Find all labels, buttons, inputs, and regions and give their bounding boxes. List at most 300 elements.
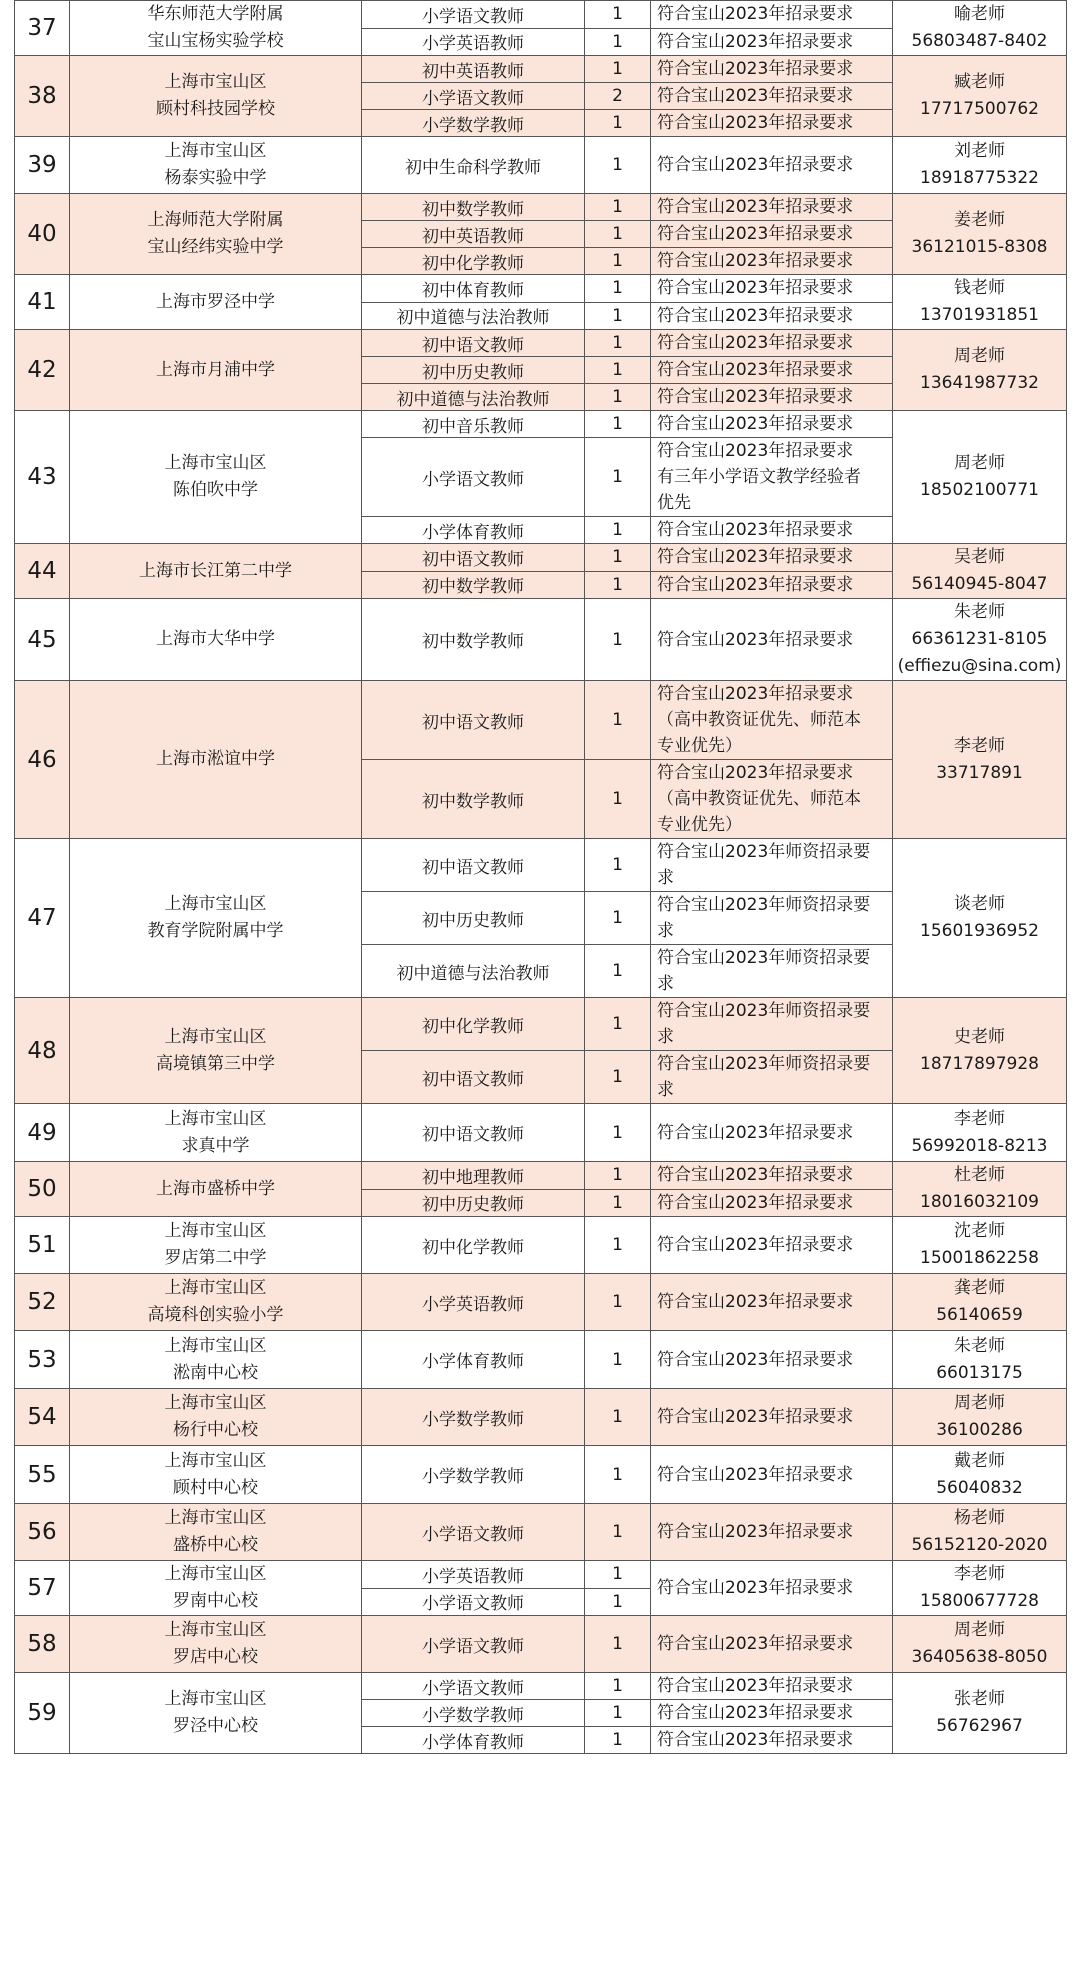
row-number: 53 <box>15 1331 70 1389</box>
contact <box>893 1504 1067 1561</box>
school-name-line: 上海市盛桥中学 <box>156 1178 275 1199</box>
requirement <box>651 83 893 110</box>
position-title: 初中数学教师 <box>362 571 585 599</box>
requirement-line: 符合宝山2023年招录要求 <box>657 333 854 353</box>
position-count: 1 <box>585 571 651 599</box>
requirement <box>651 1051 893 1104</box>
requirement <box>651 892 893 945</box>
contact <box>893 1331 1067 1389</box>
requirement-line: 符合宝山2023年招录要求 <box>657 414 854 434</box>
position-title: 小学体育教师 <box>362 1331 585 1389</box>
position-count: 1 <box>585 302 651 330</box>
requirement <box>651 1673 893 1700</box>
contact-line: 臧老师 <box>954 72 1005 92</box>
requirement-line: 求 <box>657 868 674 888</box>
position-title: 小学语文教师 <box>362 1 585 29</box>
requirement-line: 符合宝山2023年招录要求 <box>657 224 854 244</box>
table-row <box>15 1 1067 29</box>
requirement-line: 符合宝山2023年师资招录要 <box>657 1054 871 1074</box>
row-number: 55 <box>15 1446 70 1504</box>
school-name-line: 上海市宝山区 <box>164 1335 267 1356</box>
row-number: 43 <box>15 411 70 544</box>
requirement <box>651 945 893 998</box>
contact-line: 沈老师 <box>954 1221 1005 1241</box>
position-title: 初中历史教师 <box>362 1189 585 1217</box>
contact-line: 13641987732 <box>920 373 1039 393</box>
contact-line: 刘老师 <box>954 141 1005 161</box>
school-name-line: 顾村中心校 <box>173 1477 258 1498</box>
position-count: 1 <box>585 1274 651 1331</box>
table-row <box>15 998 1067 1051</box>
requirement <box>651 1616 893 1673</box>
position-count: 1 <box>585 275 651 303</box>
position-title: 初中数学教师 <box>362 194 585 221</box>
position-title: 初中道德与法治教师 <box>362 384 585 411</box>
school-name <box>70 1561 362 1616</box>
contact-line: 66013175 <box>936 1362 1023 1383</box>
requirement-line: 专业优先） <box>657 736 742 756</box>
position-count: 1 <box>585 330 651 357</box>
row-number: 38 <box>15 56 70 137</box>
position-count: 1 <box>585 1 651 29</box>
table-row <box>15 1446 1067 1504</box>
requirement-line: 符合宝山2023年招录要求 <box>657 4 854 25</box>
requirement-line: 符合宝山2023年招录要求 <box>657 387 854 407</box>
contact-line: 36405638-8050 <box>911 1647 1048 1667</box>
contact-line: 56140945-8047 <box>911 574 1048 594</box>
requirement-line: 符合宝山2023年招录要求 <box>657 360 854 380</box>
row-number: 45 <box>15 599 70 681</box>
table-row <box>15 1504 1067 1561</box>
requirement-line: （高中教资证优先、师范本 <box>657 789 861 809</box>
school-name-line: 上海市宝山区 <box>164 72 267 92</box>
contact-line: 龚老师 <box>954 1278 1005 1298</box>
table-row <box>15 1331 1067 1389</box>
requirement-line: 符合宝山2023年招录要求 <box>657 1192 854 1213</box>
position-count: 1 <box>585 137 651 194</box>
school-name-line: 上海市宝山区 <box>164 141 267 161</box>
contact-line: 喻老师 <box>954 4 1005 24</box>
row-number: 40 <box>15 194 70 275</box>
contact-line: 谈老师 <box>954 894 1005 914</box>
school-name <box>70 599 362 681</box>
position-title: 初中化学教师 <box>362 248 585 275</box>
requirement-line: 符合宝山2023年招录要求 <box>657 1703 854 1723</box>
position-title: 小学英语教师 <box>362 28 585 56</box>
position-title: 初中化学教师 <box>362 1217 585 1274</box>
school-name-line: 上海师范大学附属 <box>147 210 284 230</box>
position-count: 1 <box>585 1162 651 1190</box>
position-count: 1 <box>585 110 651 137</box>
position-title: 初中语文教师 <box>362 544 585 572</box>
requirement <box>651 330 893 357</box>
position-count: 1 <box>585 544 651 572</box>
contact <box>893 275 1067 330</box>
requirement <box>651 1446 893 1504</box>
table-row <box>15 411 1067 438</box>
school-name <box>70 1 362 56</box>
contact-line: 周老师 <box>954 1620 1005 1640</box>
school-name-line: 上海市宝山区 <box>164 1278 267 1298</box>
requirement <box>651 760 893 839</box>
requirement-line: 符合宝山2023年招录要求 <box>657 59 854 79</box>
contact-line: 56140659 <box>936 1305 1023 1325</box>
position-title: 小学体育教师 <box>362 1727 585 1754</box>
contact <box>893 137 1067 194</box>
position-title: 初中化学教师 <box>362 998 585 1051</box>
position-count: 1 <box>585 1051 651 1104</box>
position-title: 初中道德与法治教师 <box>362 945 585 998</box>
school-name-line: 上海市宝山区 <box>164 1689 267 1709</box>
contact <box>893 1 1067 56</box>
requirement <box>651 839 893 892</box>
contact <box>893 1389 1067 1446</box>
requirement-line: 符合宝山2023年招录要求 <box>657 86 854 106</box>
contact-line: 36121015-8308 <box>911 237 1048 257</box>
table-row <box>15 599 1067 681</box>
position-title: 小学语文教师 <box>362 83 585 110</box>
requirement-line: 符合宝山2023年招录要求 <box>657 547 854 568</box>
row-number: 37 <box>15 1 70 56</box>
school-name-line: 上海市宝山区 <box>164 1450 267 1471</box>
position-count: 1 <box>585 1700 651 1727</box>
school-name-line: 罗店中心校 <box>173 1647 258 1667</box>
requirement <box>651 28 893 56</box>
row-number: 46 <box>15 681 70 839</box>
contact <box>893 681 1067 839</box>
school-name-line: 上海市宝山区 <box>164 1508 267 1528</box>
school-name <box>70 681 362 839</box>
row-number: 42 <box>15 330 70 411</box>
requirement <box>651 1331 893 1389</box>
table-row <box>15 544 1067 572</box>
school-name-line: 顾村科技园学校 <box>156 99 275 119</box>
position-title: 初中数学教师 <box>362 760 585 839</box>
requirement-line: 符合宝山2023年师资招录要 <box>657 842 871 862</box>
contact <box>893 544 1067 599</box>
position-title: 初中数学教师 <box>362 599 585 681</box>
requirement-line: 专业优先） <box>657 815 742 835</box>
school-name-line: 上海市宝山区 <box>164 1108 267 1129</box>
contact-line: 杨老师 <box>954 1508 1005 1528</box>
contact-line: 史老师 <box>954 1026 1005 1047</box>
contact-line: 56040832 <box>936 1477 1023 1498</box>
row-number: 41 <box>15 275 70 330</box>
table-row <box>15 1616 1067 1673</box>
position-title: 初中英语教师 <box>362 221 585 248</box>
position-title: 初中历史教师 <box>362 357 585 384</box>
school-name <box>70 1446 362 1504</box>
table-row <box>15 330 1067 357</box>
school-name-line: 上海市宝山区 <box>164 453 267 473</box>
position-count: 1 <box>585 1561 651 1589</box>
position-title: 小学数学教师 <box>362 1389 585 1446</box>
position-title: 初中道德与法治教师 <box>362 302 585 330</box>
position-title: 小学语文教师 <box>362 1504 585 1561</box>
school-name-line: 上海市宝山区 <box>164 1393 267 1413</box>
contact-line: 张老师 <box>954 1689 1005 1709</box>
position-count: 1 <box>585 1727 651 1754</box>
position-count: 1 <box>585 384 651 411</box>
contact-line: 18016032109 <box>920 1192 1039 1212</box>
contact-line: 钱老师 <box>954 278 1005 298</box>
school-name-line: 上海市大华中学 <box>156 629 275 649</box>
school-name-line: 上海市宝山区 <box>164 1564 267 1584</box>
position-title: 小学语文教师 <box>362 438 585 517</box>
contact-line: 杜老师 <box>954 1165 1005 1185</box>
position-count: 1 <box>585 760 651 839</box>
requirement-line: 符合宝山2023年招录要求 <box>657 305 854 326</box>
requirement <box>651 1162 893 1190</box>
position-title: 初中体育教师 <box>362 275 585 303</box>
table-row <box>15 194 1067 221</box>
contact <box>893 599 1067 681</box>
school-name <box>70 275 362 330</box>
school-name-line: 淞南中心校 <box>173 1362 258 1383</box>
table-row <box>15 1104 1067 1162</box>
contact-line: 朱老师 <box>954 602 1005 622</box>
contact-line: 18918775322 <box>920 168 1039 188</box>
recruitment-table-page <box>14 0 1066 1754</box>
position-title: 小学数学教师 <box>362 110 585 137</box>
recruitment-table <box>14 0 1067 1754</box>
position-title: 小学体育教师 <box>362 517 585 544</box>
requirement <box>651 1 893 29</box>
requirement-line: 符合宝山2023年招录要求 <box>657 31 854 52</box>
position-count: 1 <box>585 1217 651 1274</box>
contact-line: 17717500762 <box>920 99 1039 119</box>
requirement-line: 符合宝山2023年招录要求 <box>657 1165 854 1186</box>
requirement <box>651 194 893 221</box>
school-name <box>70 411 362 544</box>
contact-line: 姜老师 <box>954 210 1005 230</box>
school-name-line: 华东师范大学附属 <box>147 4 284 24</box>
school-name-line: 上海市宝山区 <box>164 1620 267 1640</box>
requirement-line: 符合宝山2023年招录要求 <box>657 763 854 783</box>
position-count: 1 <box>585 998 651 1051</box>
table-row <box>15 1389 1067 1446</box>
requirement <box>651 438 893 517</box>
row-number: 56 <box>15 1504 70 1561</box>
table-row <box>15 1673 1067 1700</box>
contact-line: 36100286 <box>936 1420 1023 1440</box>
position-count: 1 <box>585 221 651 248</box>
position-count: 1 <box>585 194 651 221</box>
position-count: 1 <box>585 1616 651 1673</box>
requirement-line: 符合宝山2023年招录要求 <box>657 629 854 650</box>
requirement-line: 优先 <box>657 493 691 513</box>
requirement-line: 符合宝山2023年招录要求 <box>657 441 854 461</box>
requirement <box>651 357 893 384</box>
contact-line: 吴老师 <box>954 547 1005 567</box>
contact <box>893 1217 1067 1274</box>
position-title: 小学数学教师 <box>362 1446 585 1504</box>
position-title: 初中语文教师 <box>362 839 585 892</box>
school-name-line: 宝山经纬实验中学 <box>147 237 284 257</box>
requirement-line: 符合宝山2023年招录要求 <box>657 1464 854 1485</box>
requirement-line: 求 <box>657 921 674 941</box>
requirement-line: 符合宝山2023年招录要求 <box>657 1122 854 1143</box>
contact <box>893 998 1067 1104</box>
row-number: 54 <box>15 1389 70 1446</box>
row-number: 57 <box>15 1561 70 1616</box>
contact-line: 朱老师 <box>954 1335 1005 1356</box>
school-name-line: 杨泰实验中学 <box>164 168 267 188</box>
position-count: 1 <box>585 1673 651 1700</box>
contact-line: 15601936952 <box>920 921 1039 941</box>
contact <box>893 839 1067 998</box>
school-name <box>70 1673 362 1754</box>
position-title: 小学语文教师 <box>362 1673 585 1700</box>
requirement <box>651 1389 893 1446</box>
requirement-line: 符合宝山2023年招录要求 <box>657 1407 854 1427</box>
position-count: 1 <box>585 892 651 945</box>
requirement <box>651 221 893 248</box>
requirement <box>651 411 893 438</box>
contact <box>893 1162 1067 1217</box>
contact-line: 15001862258 <box>920 1248 1039 1268</box>
table-row <box>15 137 1067 194</box>
school-name-line: 上海市淞谊中学 <box>156 749 275 769</box>
position-count: 1 <box>585 1389 651 1446</box>
contact-line: 33717891 <box>936 762 1023 783</box>
position-count: 1 <box>585 681 651 760</box>
school-name-line: 陈伯吹中学 <box>173 480 258 500</box>
contact <box>893 1561 1067 1616</box>
requirement-line: 符合宝山2023年师资招录要 <box>657 948 871 968</box>
requirement <box>651 681 893 760</box>
row-number: 47 <box>15 839 70 998</box>
school-name-line: 上海市宝山区 <box>164 1221 267 1241</box>
requirement-line: 符合宝山2023年招录要求 <box>657 684 854 704</box>
requirement-line: 符合宝山2023年招录要求 <box>657 1349 854 1370</box>
requirement-line: 符合宝山2023年招录要求 <box>657 1578 854 1598</box>
school-name <box>70 1274 362 1331</box>
table-row <box>15 1274 1067 1331</box>
school-name-line: 上海市罗泾中学 <box>156 291 275 312</box>
position-title: 小学语文教师 <box>362 1588 585 1616</box>
contact-line: 13701931851 <box>920 305 1039 325</box>
position-count: 1 <box>585 438 651 517</box>
contact-line: 周老师 <box>954 453 1005 473</box>
contact-line: 56992018-8213 <box>911 1135 1048 1156</box>
school-name <box>70 839 362 998</box>
table-row <box>15 839 1067 892</box>
contact <box>893 1274 1067 1331</box>
school-name <box>70 56 362 137</box>
requirement-line: 符合宝山2023年招录要求 <box>657 1522 854 1542</box>
position-count: 1 <box>585 248 651 275</box>
requirement <box>651 998 893 1051</box>
contact-line: 周老师 <box>954 346 1005 366</box>
school-name-line: 罗店第二中学 <box>164 1248 267 1268</box>
school-name <box>70 1162 362 1217</box>
school-name-line: 上海市宝山区 <box>164 1026 267 1047</box>
table-row <box>15 1162 1067 1190</box>
school-name-line: 高境镇第三中学 <box>156 1053 275 1074</box>
contact-line: 15800677728 <box>920 1591 1039 1611</box>
row-number: 51 <box>15 1217 70 1274</box>
position-count: 1 <box>585 1504 651 1561</box>
contact-line: 李老师 <box>954 1564 1005 1584</box>
school-name-line: 上海市宝山区 <box>164 894 267 914</box>
position-count: 1 <box>585 1588 651 1616</box>
position-title: 初中语文教师 <box>362 330 585 357</box>
position-count: 1 <box>585 839 651 892</box>
table-row <box>15 56 1067 83</box>
requirement <box>651 302 893 330</box>
requirement-line: 符合宝山2023年招录要求 <box>657 1730 854 1750</box>
position-title: 小学数学教师 <box>362 1700 585 1727</box>
requirement-line: 求 <box>657 974 674 994</box>
row-number: 44 <box>15 544 70 599</box>
contact <box>893 56 1067 137</box>
row-number: 39 <box>15 137 70 194</box>
requirement <box>651 1727 893 1754</box>
position-title: 初中地理教师 <box>362 1162 585 1190</box>
row-number: 52 <box>15 1274 70 1331</box>
contact-line: 56152120-2020 <box>911 1535 1048 1555</box>
table-row <box>15 681 1067 760</box>
table-row <box>15 275 1067 303</box>
contact-line: 66361231-8105 <box>911 629 1048 649</box>
requirement <box>651 384 893 411</box>
requirement-line: 符合宝山2023年招录要求 <box>657 574 854 595</box>
school-name <box>70 1504 362 1561</box>
position-count: 1 <box>585 599 651 681</box>
requirement-line: 求 <box>657 1027 674 1047</box>
school-name-line: 上海市月浦中学 <box>156 359 275 380</box>
requirement <box>651 137 893 194</box>
requirement-line: 符合宝山2023年招录要求 <box>657 1634 854 1654</box>
position-title: 初中历史教师 <box>362 892 585 945</box>
contact <box>893 330 1067 411</box>
contact-line: 18717897928 <box>920 1053 1039 1074</box>
school-name-line: 杨行中心校 <box>173 1420 258 1440</box>
requirement <box>651 248 893 275</box>
contact <box>893 1446 1067 1504</box>
position-count: 1 <box>585 1331 651 1389</box>
contact-line: 李老师 <box>954 735 1005 756</box>
requirement <box>651 1104 893 1162</box>
row-number: 50 <box>15 1162 70 1217</box>
position-title: 初中英语教师 <box>362 56 585 83</box>
contact-line: 李老师 <box>954 1108 1005 1129</box>
school-name <box>70 1389 362 1446</box>
contact <box>893 1104 1067 1162</box>
position-title: 初中音乐教师 <box>362 411 585 438</box>
requirement-line: 有三年小学语文教学经验者 <box>657 467 861 487</box>
contact-line: 56762967 <box>936 1716 1023 1736</box>
position-title: 小学语文教师 <box>362 1616 585 1673</box>
row-number: 48 <box>15 998 70 1104</box>
contact-line: 戴老师 <box>954 1450 1005 1471</box>
position-count: 1 <box>585 28 651 56</box>
requirement-line: 符合宝山2023年招录要求 <box>657 1235 854 1255</box>
requirement <box>651 1189 893 1217</box>
requirement <box>651 1504 893 1561</box>
requirement <box>651 544 893 572</box>
requirement-line: 符合宝山2023年招录要求 <box>657 197 854 217</box>
table-row <box>15 1561 1067 1589</box>
school-name <box>70 544 362 599</box>
contact <box>893 1673 1067 1754</box>
position-count: 1 <box>585 411 651 438</box>
school-name-line: 罗南中心校 <box>173 1591 258 1611</box>
requirement-line: 符合宝山2023年招录要求 <box>657 1676 854 1696</box>
requirement <box>651 571 893 599</box>
school-name-line: 盛桥中心校 <box>173 1535 258 1555</box>
